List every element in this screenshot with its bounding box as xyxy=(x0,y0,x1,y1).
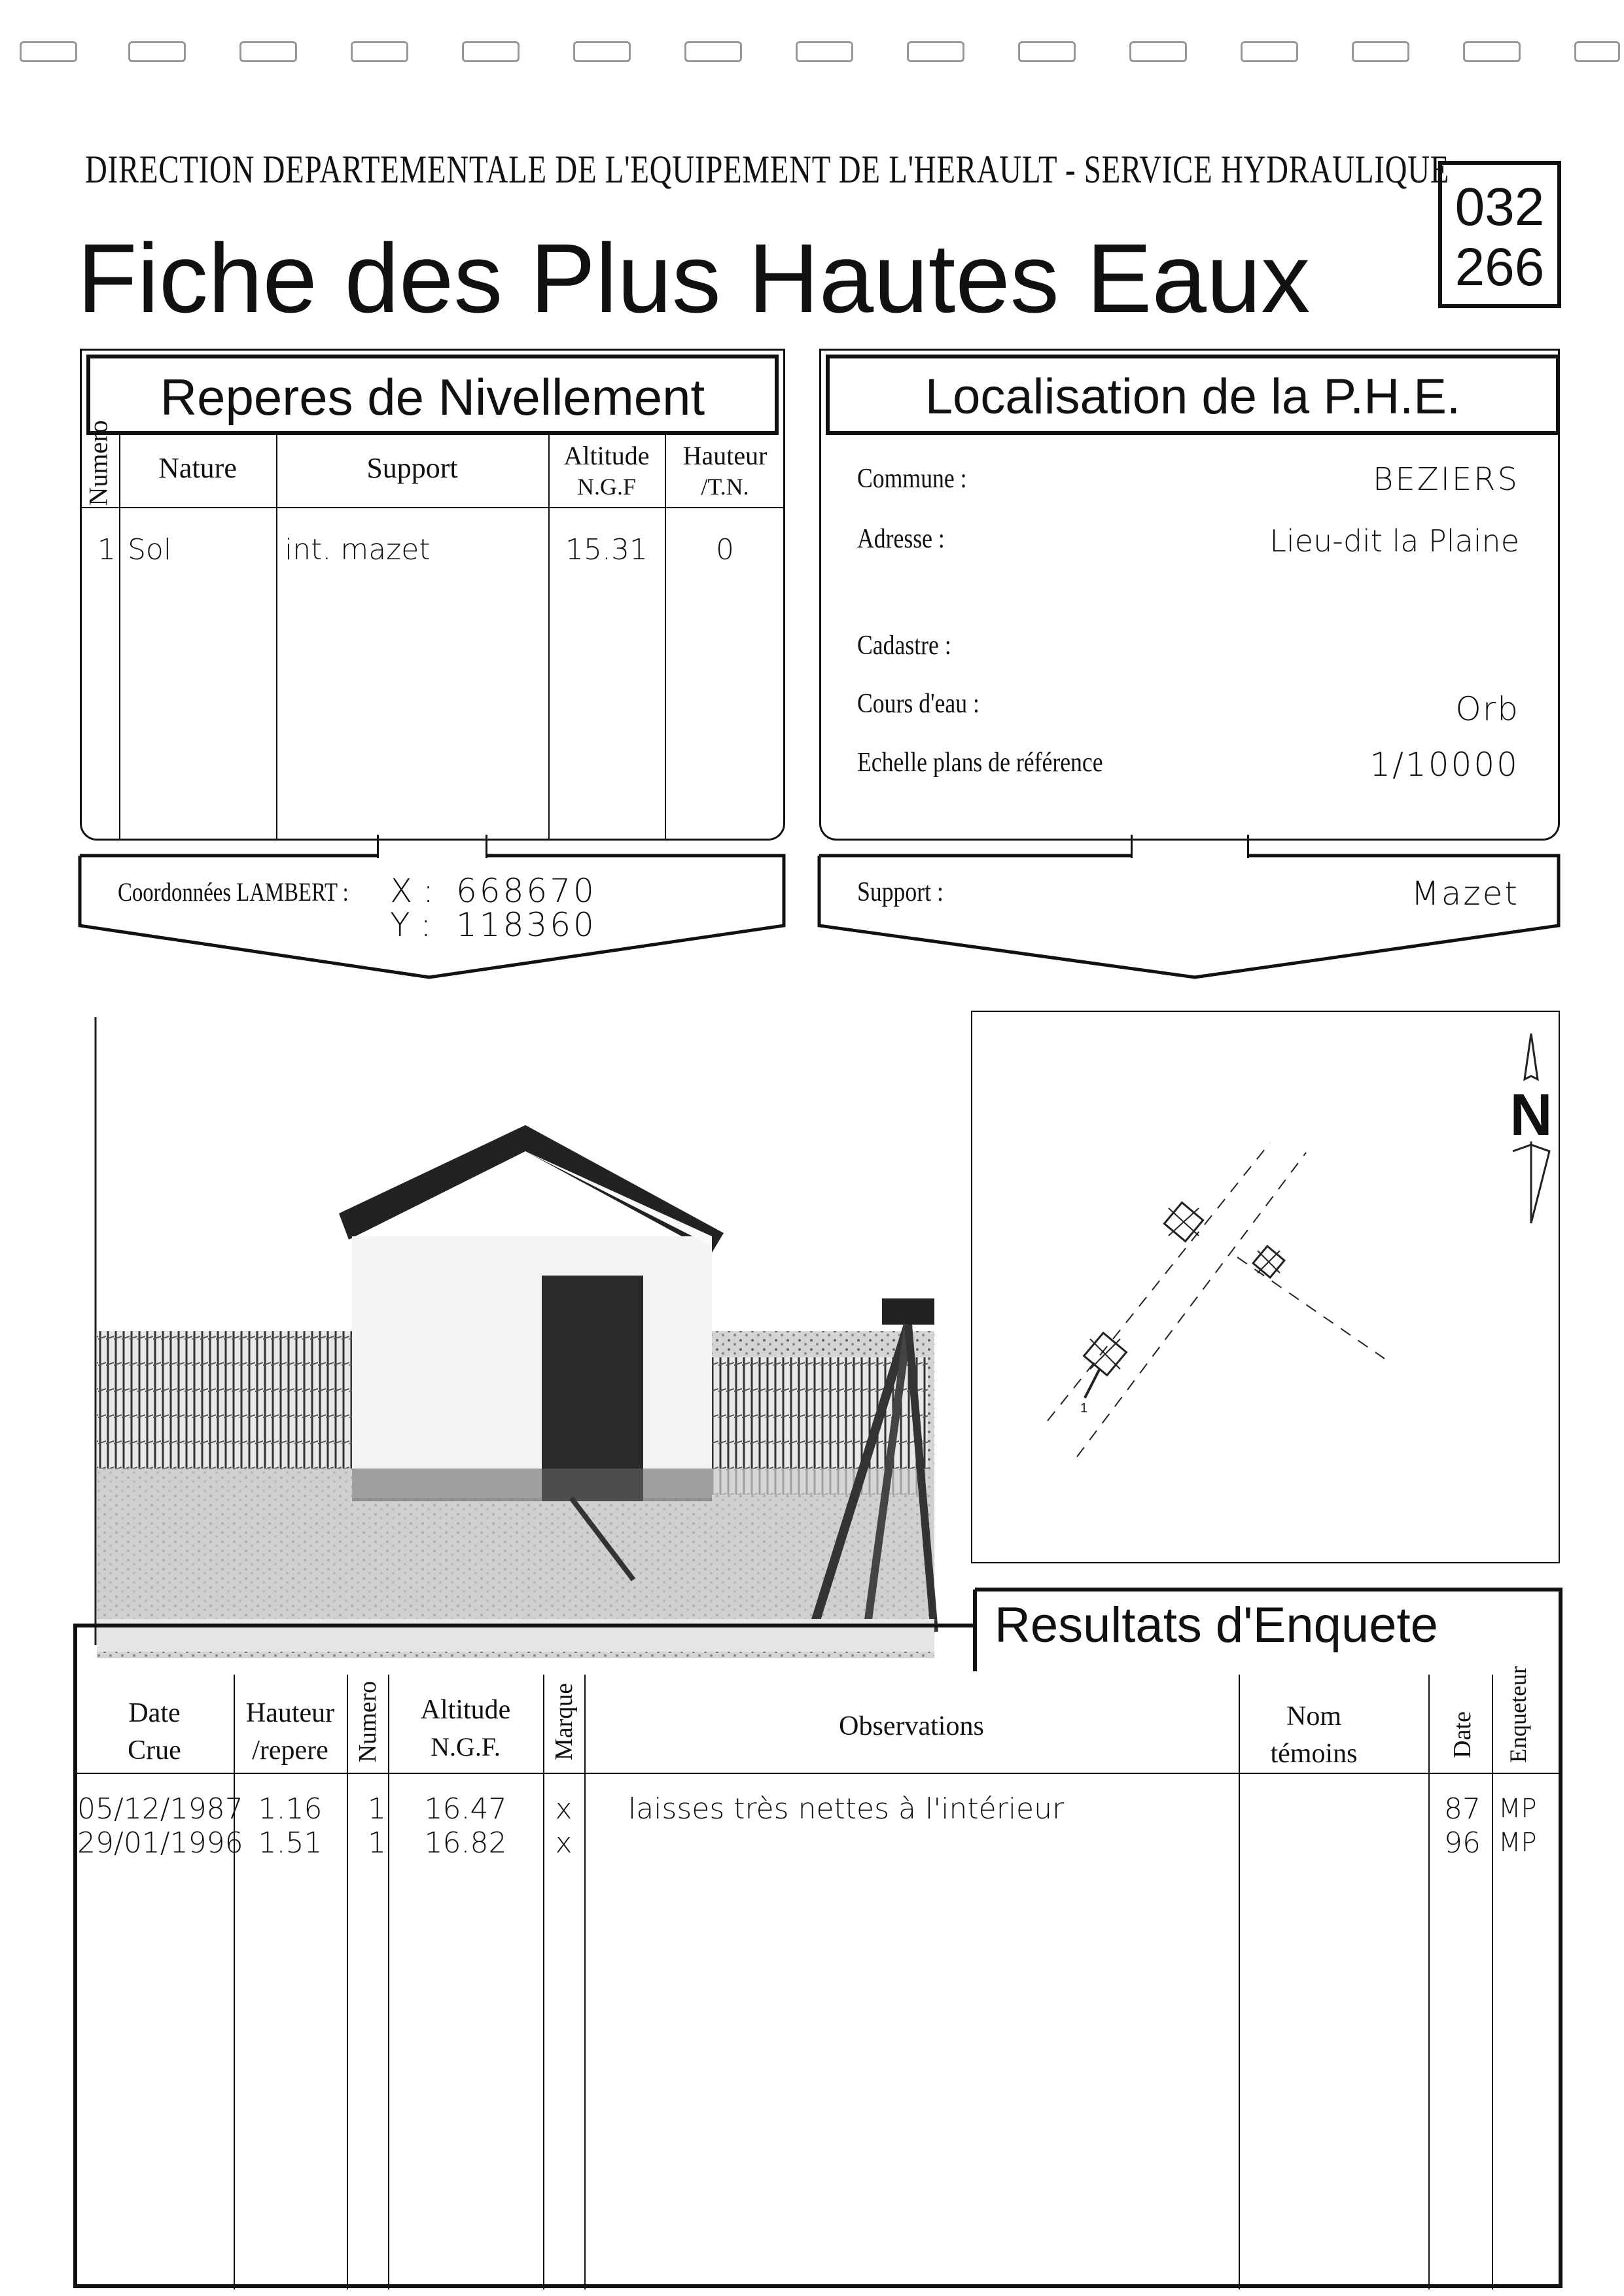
resultats-col-hauteur: Hauteur xyxy=(245,1698,335,1728)
binder-hole xyxy=(796,41,853,62)
column-divider xyxy=(119,435,120,841)
header-divider xyxy=(75,1773,1562,1774)
support-arrow-frame xyxy=(815,850,1564,981)
resultats-col-altitude: Altitude xyxy=(420,1695,511,1725)
file-code-box xyxy=(1438,161,1561,308)
reperes-col-nature: Nature xyxy=(158,452,237,484)
map-drawing xyxy=(972,1012,1559,1562)
lambert-x-label: X : xyxy=(390,872,434,910)
reperes-row-nature: Sol xyxy=(128,533,172,566)
resultats-frame xyxy=(72,1586,1566,2293)
reperes-col-hauteur: Hauteur xyxy=(682,441,768,470)
column-divider xyxy=(1492,1675,1493,2289)
binder-hole xyxy=(1018,41,1076,62)
column-divider xyxy=(276,435,277,841)
resultats-col-crue: Crue xyxy=(128,1735,181,1765)
reperes-col-support: Support xyxy=(366,452,458,484)
lambert-label: Coordonnées LAMBERT : xyxy=(118,877,349,907)
echelle-label: Echelle plans de référence xyxy=(857,748,1103,778)
reperes-col-numero: Numero xyxy=(83,420,113,506)
resultats-col-observations: Observations xyxy=(839,1711,984,1741)
binder-hole xyxy=(684,41,742,62)
reperes-row-numero: 1 xyxy=(97,533,116,566)
commune-label: Commune : xyxy=(857,464,967,494)
building-symbol xyxy=(1084,1333,1127,1376)
map-marker-label: 1 xyxy=(1080,1401,1088,1416)
reperes-row-hauteur: 0 xyxy=(716,533,734,566)
lambert-y-label: Y : xyxy=(390,906,432,944)
binder-hole xyxy=(239,41,297,62)
resultats-col-nom: Nom xyxy=(1286,1701,1341,1731)
reperes-heading-box xyxy=(86,355,779,435)
lambert-arrow-frame xyxy=(76,850,789,981)
resultats-col-enqueteur: Enqueteur xyxy=(1505,1666,1531,1763)
binder-hole xyxy=(573,41,631,62)
resultats-col-date-short: Date xyxy=(1449,1711,1476,1758)
column-divider xyxy=(584,1675,586,2289)
location-map xyxy=(971,1011,1560,1563)
binder-hole xyxy=(1241,41,1298,62)
reperes-row-altitude: 15.31 xyxy=(565,533,648,566)
cadastre-label: Cadastre : xyxy=(857,631,951,661)
resultats-row-hauteur: 1.51 xyxy=(258,1826,323,1860)
binder-hole xyxy=(351,41,408,62)
file-code-bottom: 266 xyxy=(1455,237,1545,297)
resultats-row-numero: 1 xyxy=(368,1826,386,1860)
resultats-col-date: Date xyxy=(128,1698,181,1728)
resultats-row-annee: 87 xyxy=(1444,1792,1481,1826)
department-heading: DIRECTION DEPARTEMENTALE DE L'EQUIPEMENT DE L'HERAULT - SERVICE HYDRAULIQUE xyxy=(85,148,1450,191)
binder-hole xyxy=(1352,41,1409,62)
reperes-row-support: int. mazet xyxy=(285,533,431,566)
binder-hole xyxy=(462,41,520,62)
resultats-row-enqueteur: MP xyxy=(1498,1794,1537,1824)
adresse-label: Adresse : xyxy=(857,524,945,554)
resultats-col-numero: Numero xyxy=(354,1680,381,1763)
column-divider xyxy=(234,1675,235,2289)
resultats-row-date: 29/01/1996 xyxy=(77,1826,243,1860)
resultats-row-numero: 1 xyxy=(368,1792,386,1826)
resultats-col-temoins: témoins xyxy=(1270,1739,1358,1769)
north-label: N xyxy=(1509,1083,1553,1148)
echelle-value: 1/10000 xyxy=(1369,746,1519,784)
commune-value: BEZIERS xyxy=(1373,461,1519,498)
page-title: Fiche des Plus Hautes Eaux xyxy=(77,223,1311,333)
reperes-col-hauteur-unit: /T.N. xyxy=(701,474,749,500)
column-divider xyxy=(347,1675,348,2289)
localisation-heading: Localisation de la P.H.E. xyxy=(925,369,1461,425)
binder-hole xyxy=(907,41,964,62)
binder-hole xyxy=(20,41,77,62)
resultats-row-marque: x xyxy=(555,1826,573,1860)
reperes-col-altitude: Altitude xyxy=(563,441,650,470)
resultats-heading: Resultats d'Enquete xyxy=(995,1597,1438,1653)
localisation-heading-box xyxy=(826,355,1560,435)
reperes-col-altitude-unit: N.G.F xyxy=(576,474,637,500)
resultats-row-enqueteur: MP xyxy=(1498,1828,1537,1858)
binder-hole xyxy=(128,41,186,62)
adresse-value: Lieu-dit la Plaine xyxy=(1269,523,1519,559)
header-divider xyxy=(80,507,785,508)
file-code-top: 032 xyxy=(1455,177,1545,237)
support-label: Support : xyxy=(857,877,944,907)
resultats-col-repere: /repere xyxy=(252,1735,328,1765)
cours-value: Orb xyxy=(1455,690,1519,728)
support-value: Mazet xyxy=(1411,875,1519,913)
site-photo xyxy=(90,1017,941,1658)
column-divider xyxy=(1428,1675,1430,2289)
resultats-col-marque: Marque xyxy=(550,1682,578,1761)
cours-label: Cours d'eau : xyxy=(857,689,980,719)
lambert-x-value: 668670 xyxy=(456,872,597,910)
reperes-heading: Reperes de Nivellement xyxy=(160,368,705,426)
resultats-row-observations: laisses très nettes à l'intérieur xyxy=(628,1792,1065,1826)
resultats-row-altitude: 16.82 xyxy=(424,1826,507,1860)
building-symbol xyxy=(1253,1246,1284,1278)
binder-hole xyxy=(1574,41,1620,62)
resultats-row-altitude: 16.47 xyxy=(424,1792,507,1826)
resultats-row-date: 05/12/1987 xyxy=(77,1792,243,1826)
binder-hole xyxy=(1129,41,1187,62)
resultats-row-annee: 96 xyxy=(1444,1826,1481,1860)
resultats-row-hauteur: 1.16 xyxy=(258,1792,323,1826)
resultats-col-ngf: N.G.F. xyxy=(431,1732,501,1762)
column-divider xyxy=(388,1675,389,2289)
column-divider xyxy=(543,1675,544,2289)
lambert-y-value: 118360 xyxy=(456,906,597,944)
building-symbol xyxy=(1164,1202,1203,1241)
binder-hole xyxy=(1463,41,1521,62)
resultats-row-marque: x xyxy=(555,1792,573,1826)
